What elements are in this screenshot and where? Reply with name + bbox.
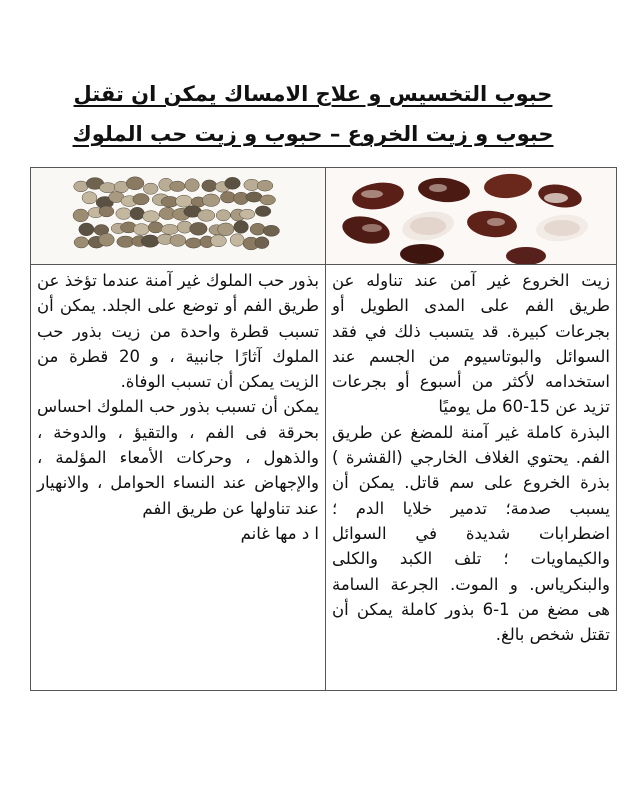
author-signature: ا د مها غانم: [240, 523, 319, 543]
croton-seed: [220, 192, 235, 203]
croton-seed: [240, 209, 255, 219]
croton-seed: [234, 221, 249, 234]
croton-seed: [143, 183, 158, 194]
croton-seed: [202, 180, 217, 192]
croton-seed: [186, 238, 202, 248]
comparison-table: [30, 167, 617, 691]
croton-paragraph-1: بذور حب الملوك غير آمنة عندما تؤخذ عن طريق الفم أو توضع على الجلد. يمكن أن تسبب قطرة واحدة من زيت بذور حب الملوك آثارًا جانبية ، و 20 قطرة من الزيت يمكن أن تسبب الوفاة.: [37, 271, 320, 392]
croton-seed: [99, 183, 116, 193]
page-subtitle: حبوب و زيت الخروع – حبوب و زيت حب الملوك: [72, 122, 554, 146]
croton-seed: [134, 224, 150, 236]
croton-seed: [250, 223, 265, 235]
croton-seed: [116, 208, 132, 220]
croton-seed: [126, 177, 144, 190]
croton-seed: [260, 195, 276, 205]
croton-seed: [190, 222, 208, 235]
croton-paragraph-2: يمكن أن تسبب بذور حب الملوك احساس بحرقة فى الفم ، والتقيؤ ، والدوخة ، والذهول ، وحركات الأمعاء المؤلمة ، والإجهاض عند النساء الحوامل ، والانهيار عند تناولها عن طريق الفم: [37, 397, 319, 518]
croton-seed: [79, 223, 94, 236]
croton-seed: [141, 235, 159, 247]
castor-text-cell: [326, 265, 617, 691]
croton-seed: [185, 179, 199, 192]
croton-image-cell: [31, 168, 326, 265]
page-title: حبوب التخسيس و علاج الامساك يمكن ان تقتل: [73, 82, 553, 106]
croton-seeds-image: [31, 168, 325, 264]
croton-seed: [216, 210, 230, 221]
croton-seed: [225, 177, 241, 189]
croton-seed: [176, 195, 193, 207]
croton-seed: [202, 194, 219, 207]
castor-paragraph-2: البذرة كاملة غير آمنة للمضغ عن طريق الفم. يحتوي الغلاف الخارجي (القشرة ) بذرة الخروع على سم قاتل. يمكن أن يسبب صدمة؛ تدمير خلايا الدم ؛ اضطرابات شديدة في السوائل والكيماويات ؛ تلف الكبد والكلى والبنكرياس. و الموت. الجرعة السامة هى مضغ من 1-6 بذور كاملة يمكن أن تقتل شخص بالغ.: [332, 422, 611, 645]
croton-seed: [130, 207, 144, 220]
croton-text-cell: [31, 265, 326, 691]
croton-seed: [198, 210, 215, 222]
castor-seeds-image: [326, 168, 616, 264]
croton-seed: [73, 209, 88, 222]
castor-image-cell: [326, 168, 617, 265]
croton-seed: [74, 237, 88, 248]
croton-seed: [133, 194, 149, 205]
croton-seed: [230, 234, 244, 247]
croton-seed: [143, 211, 160, 222]
croton-seed: [99, 206, 114, 217]
croton-seed: [148, 222, 163, 233]
croton-seed: [257, 180, 273, 191]
croton-seed: [161, 224, 178, 234]
croton-seed: [255, 206, 271, 217]
croton-seed: [99, 233, 115, 246]
croton-seed: [82, 192, 97, 204]
castor-paragraph-1: زيت الخروع غير آمن عند تناوله عن طريق الفم على المدى الطويل أو بجرعات كبيرة. قد يتسبب ذلك في فقد السوائل والبوتاسيوم من الجسم عند استخدامه لأكثر من أسبوع أو بجرعات تزيد عن 15-60 مل يوميًا: [332, 271, 610, 417]
croton-seed: [255, 237, 269, 249]
croton-seed: [263, 225, 279, 236]
croton-seed: [211, 235, 227, 247]
croton-seed: [218, 223, 234, 236]
croton-seed: [170, 181, 185, 191]
croton-seed: [170, 235, 186, 247]
croton-seed: [74, 181, 88, 192]
